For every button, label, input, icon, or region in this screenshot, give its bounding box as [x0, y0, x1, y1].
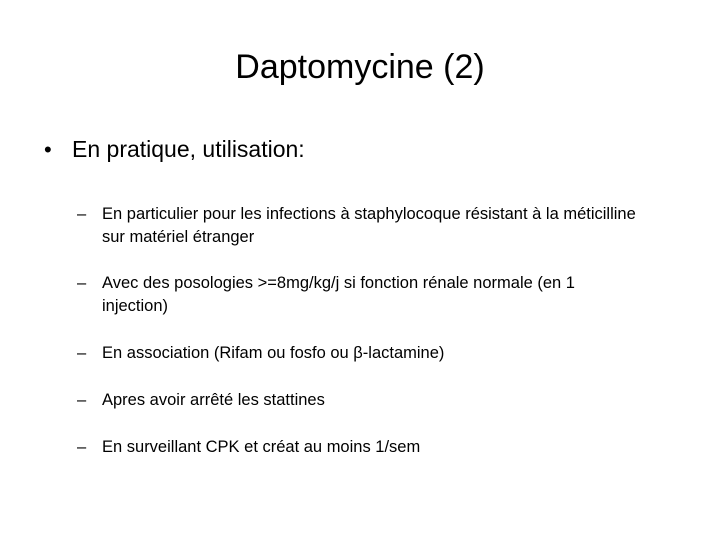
dash-icon: – — [77, 274, 87, 292]
sub-bullet-5 — [77, 436, 637, 459]
sub-bullet-2 — [77, 272, 637, 318]
slide-title: Daptomycine (2) — [235, 48, 485, 86]
sub-bullet-text: En particulier pour les infections à staphylocoque résistant à la méticilline sur matériel étranger — [102, 205, 636, 246]
main-bullet — [44, 133, 305, 166]
dash-icon: – — [77, 438, 87, 456]
sub-bullet-4 — [77, 389, 637, 412]
sub-bullet-text: En association (Rifam ou fosfo ou β-lactamine) — [102, 344, 445, 362]
dash-icon: – — [77, 344, 87, 362]
sub-bullet-3 — [77, 342, 637, 365]
bullet-icon: • — [44, 137, 52, 162]
main-bullet-text: En pratique, utilisation: — [72, 136, 305, 162]
sub-bullet-1 — [77, 203, 637, 249]
sub-bullet-text: Apres avoir arrêté les stattines — [102, 391, 325, 409]
sub-bullet-text: En surveillant CPK et créat au moins 1/sem — [102, 438, 421, 456]
sub-bullet-text: Avec des posologies >=8mg/kg/j si fonction rénale normale (en 1 injection) — [102, 274, 575, 315]
dash-icon: – — [77, 391, 87, 409]
dash-icon: – — [77, 205, 87, 223]
